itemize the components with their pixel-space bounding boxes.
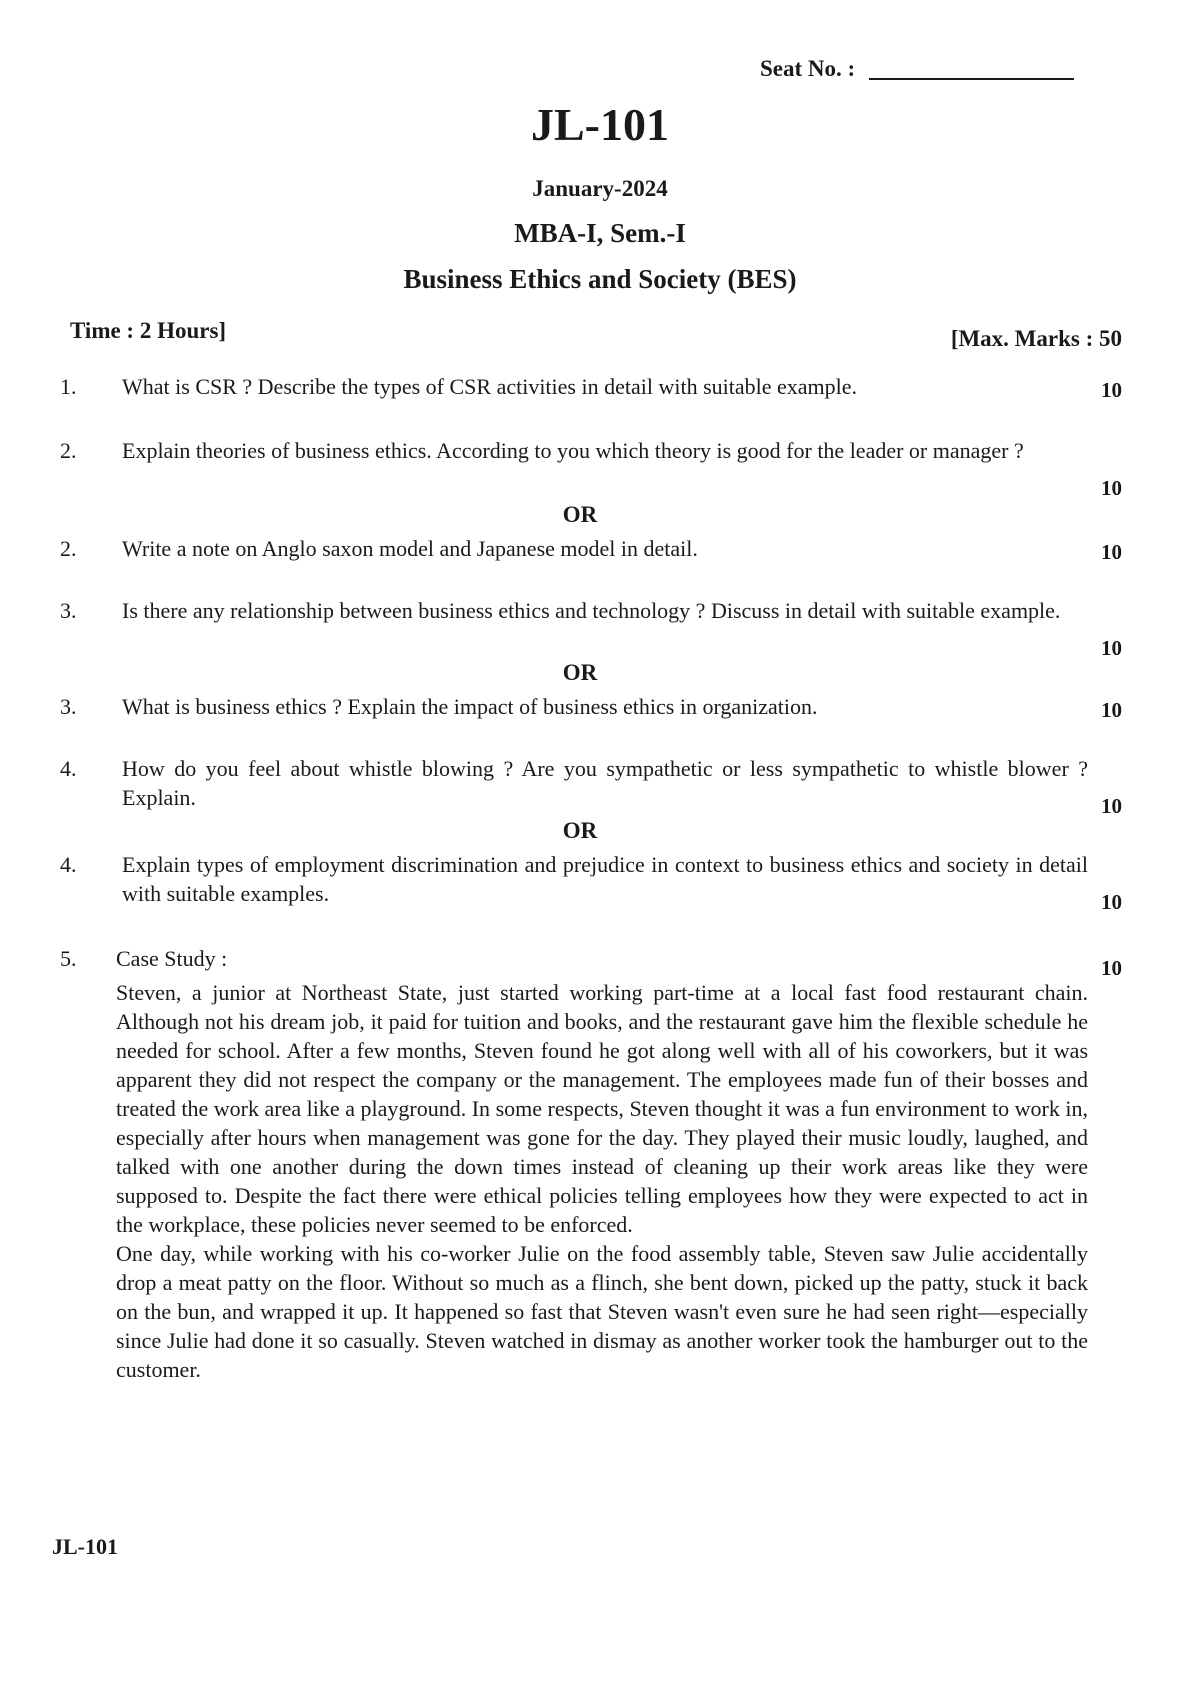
course-name: MBA-I, Sem.-I [514,218,686,248]
paper-code: JL-101 [531,99,669,150]
case-study-paragraph: Steven, a junior at Northeast State, just started working part-time at a local fast food restaurant chain. Although not his dream job, it paid for tuition and books, and the restaurant gave him the flexible schedule he needed for school. After a few months, Steven found he got along well with all of his coworkers, but it was apparent they did not respect the company or the management. The employees made fun of their bosses and treated the work area like a playground. In some respects, Steven thought it was a fun environment to work in, especially after hours when management was gone for the day. They played their music loudly, laughed, and talked with one another during the down times instead of cleaning up their work areas like they were supposed to. Despite the fact there were ethical policies telling employees how they were expected to act in the workplace, these policies never seemed to be enforced. [116,980,1088,1237]
question-text: What is CSR ? Describe the types of CSR activities in detail with suitable example. [122,374,858,399]
question-text: What is business ethics ? Explain the impact of business ethics in organization. [122,694,818,719]
seat-number-blank [869,78,1074,80]
or-divider: OR [562,502,598,527]
question-text: Explain types of employment discrimination and prejudice in context to business ethics and society in detail with suitable examples. [122,852,1088,906]
time-allowed: Time : 2 Hours] [70,318,227,343]
question-marks: 10 [1101,476,1122,500]
seat-number-label: Seat No. : [760,56,856,81]
question-number: 3. [60,598,77,623]
question-marks: 10 [1101,698,1122,722]
question-marks: 10 [1101,636,1122,660]
case-study-paragraph: One day, while working with his co-worker Julie on the food assembly table, Steven saw Julie accidentally drop a meat patty on the floor. Without so much as a flinch, she bent down, picked up the patty, stuck it back on the bun, and wrapped it up. It happened so fast that Steven wasn't even sure he had seen right—especially since Julie had done it so casually. Steven watched in dismay as another worker took the hamburger out to the customer. [116,1241,1088,1382]
question-number: 2. [60,438,77,463]
footer-paper-code: JL-101 [52,1534,118,1559]
question-text: Case Study : [116,946,228,971]
question-text: Write a note on Anglo saxon model and Japanese model in detail. [122,536,698,561]
case-study-body [116,978,1088,1384]
subject-title: Business Ethics and Society (BES) [403,264,797,294]
question-number: 1. [60,374,77,399]
max-marks: [Max. Marks : 50 [950,326,1122,351]
seat-number-field [760,56,1074,82]
question-marks: 10 [1101,540,1122,564]
question-number: 2. [60,536,77,561]
question-marks: 10 [1101,378,1122,402]
question-text: Is there any relationship between business ethics and technology ? Discuss in detail with suitable example. [122,598,1061,623]
question-text: Explain theories of business ethics. According to you which theory is good for the leader or manager ? [122,438,1024,463]
question-marks: 10 [1101,890,1122,914]
question-marks: 10 [1101,956,1122,980]
question-number: 4. [60,852,77,877]
question-number: 4. [60,756,77,781]
or-divider: OR [562,660,598,685]
question-number: 3. [60,694,77,719]
question-text: How do you feel about whistle blowing ? Are you sympathetic or less sympathetic to whistle blower ? Explain. [122,756,1088,810]
question-number: 5. [60,946,77,971]
exam-date: January-2024 [532,176,668,201]
or-divider: OR [562,818,598,843]
question-marks: 10 [1101,794,1122,818]
